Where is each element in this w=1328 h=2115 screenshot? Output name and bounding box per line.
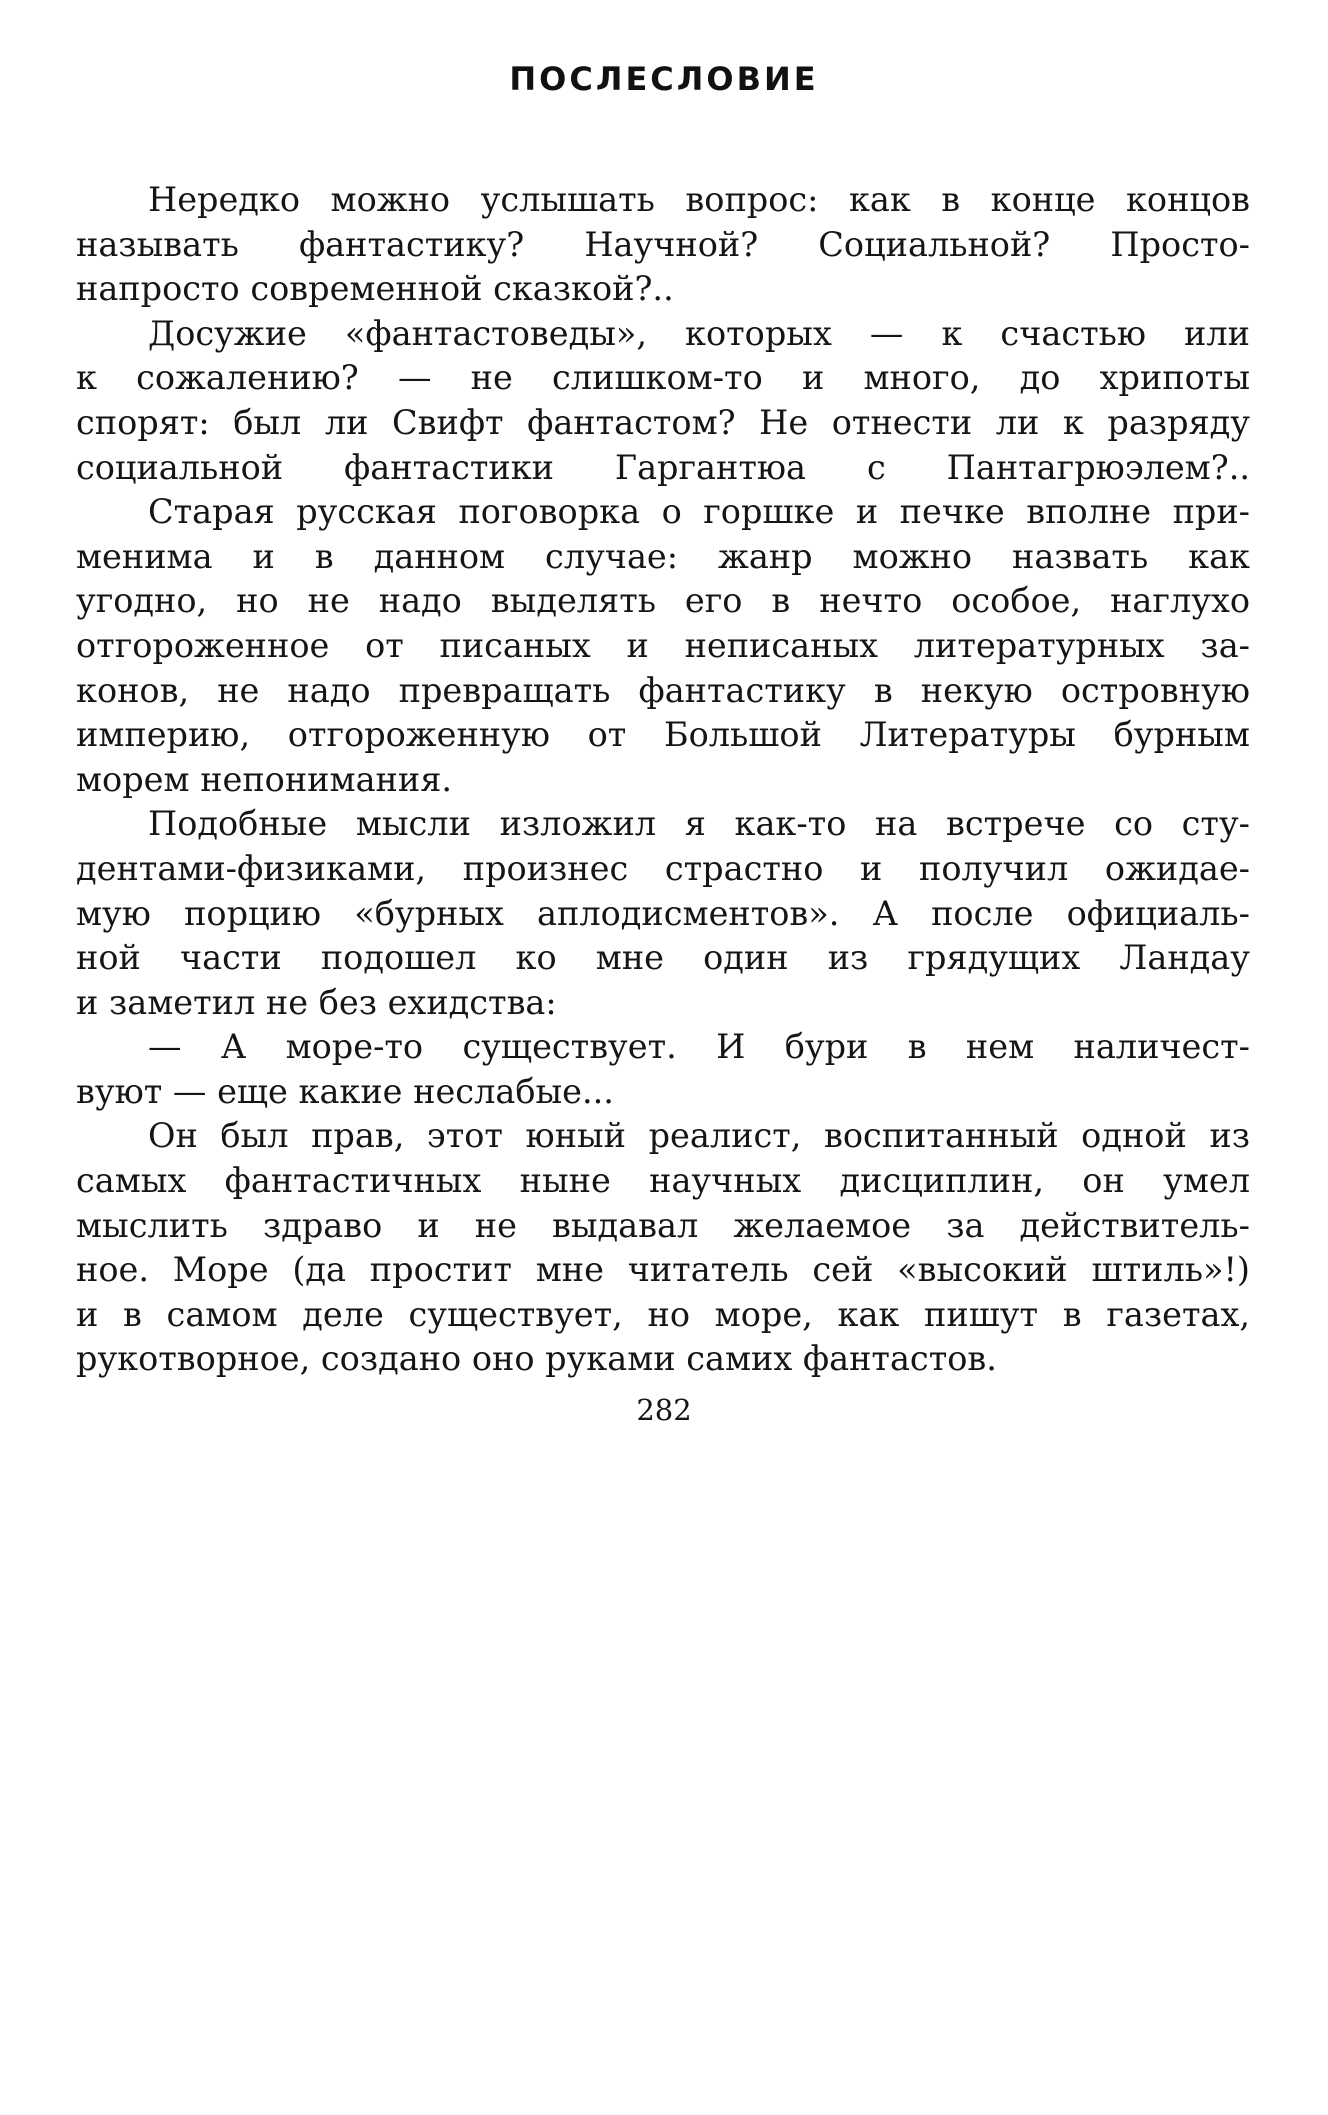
text-line: к сожалению? — не слишком-то и много, до хрипоты [76,358,1250,398]
text-line: отгороженное от писаных и неписаных литературных за- [76,625,1250,665]
text-line: мую порцию «бурных аплодисментов». А после официаль- [76,893,1250,933]
text-line: конов, не надо превращать фантастику в некую островную [76,670,1250,710]
text-line: Досужие «фантастоведы», которых — к счастью или [148,313,1250,353]
paragraph [76,1025,1250,1114]
text-line: и в самом деле существует, но море, как пишут в газетах, [76,1294,1250,1334]
text-line: Старая русская поговорка о горшке и печке вполне при- [148,492,1250,532]
text-line: Подобные мысли изложил я как-то на встрече со сту- [148,804,1250,844]
text-line: социальной фантастики Гаргантюа с Пантагрюэлем?.. [76,447,1250,487]
text-line: ной части подошел ко мне один из грядущих Ландау [76,938,1250,978]
text-line: вуют — еще какие неслабые... [76,1071,614,1111]
text-line: Он был прав, этот юный реалист, воспитанный одной из [148,1116,1250,1156]
text-line: — А море-то существует. И бури в нем наличест- [148,1027,1250,1067]
text-line: напросто современной сказкой?.. [76,269,674,309]
text-line: менима и в данном случае: жанр можно назвать как [76,536,1250,576]
body-text [76,178,1250,1382]
text-line: империю, отгороженную от Большой Литературы бурным [76,715,1250,755]
paragraph [76,178,1250,312]
text-line: называть фантастику? Научной? Социальной? Просто- [76,224,1250,264]
paragraph [76,312,1250,490]
text-line: Нередко можно услышать вопрос: как в конце концов [148,180,1250,219]
paragraph [76,802,1250,1025]
text-line: рукотворное, создано оно руками самих фантастов. [76,1339,997,1379]
text-line: мыслить здраво и не выдавал желаемое за действитель- [76,1205,1250,1245]
text-line: спорят: был ли Свифт фантастом? Не отнести ли к разряду [76,402,1250,442]
paragraph [76,1114,1250,1382]
text-line: дентами-физиками, произнес страстно и получил ожидае- [76,848,1250,888]
paragraph [76,490,1250,802]
text-line: и заметил не без ехидства: [76,982,557,1022]
text-line: самых фантастичных ныне научных дисциплин, он умел [76,1161,1250,1201]
text-line: морем непонимания. [76,759,452,799]
text-line: угодно, но не надо выделять его в нечто особое, наглухо [76,581,1250,621]
page-number: 282 [636,1393,692,1427]
text-line: ное. Море (да простит мне читатель сей «высокий штиль»!) [76,1250,1250,1290]
page-heading: ПОСЛЕСЛОВИЕ [509,60,819,98]
